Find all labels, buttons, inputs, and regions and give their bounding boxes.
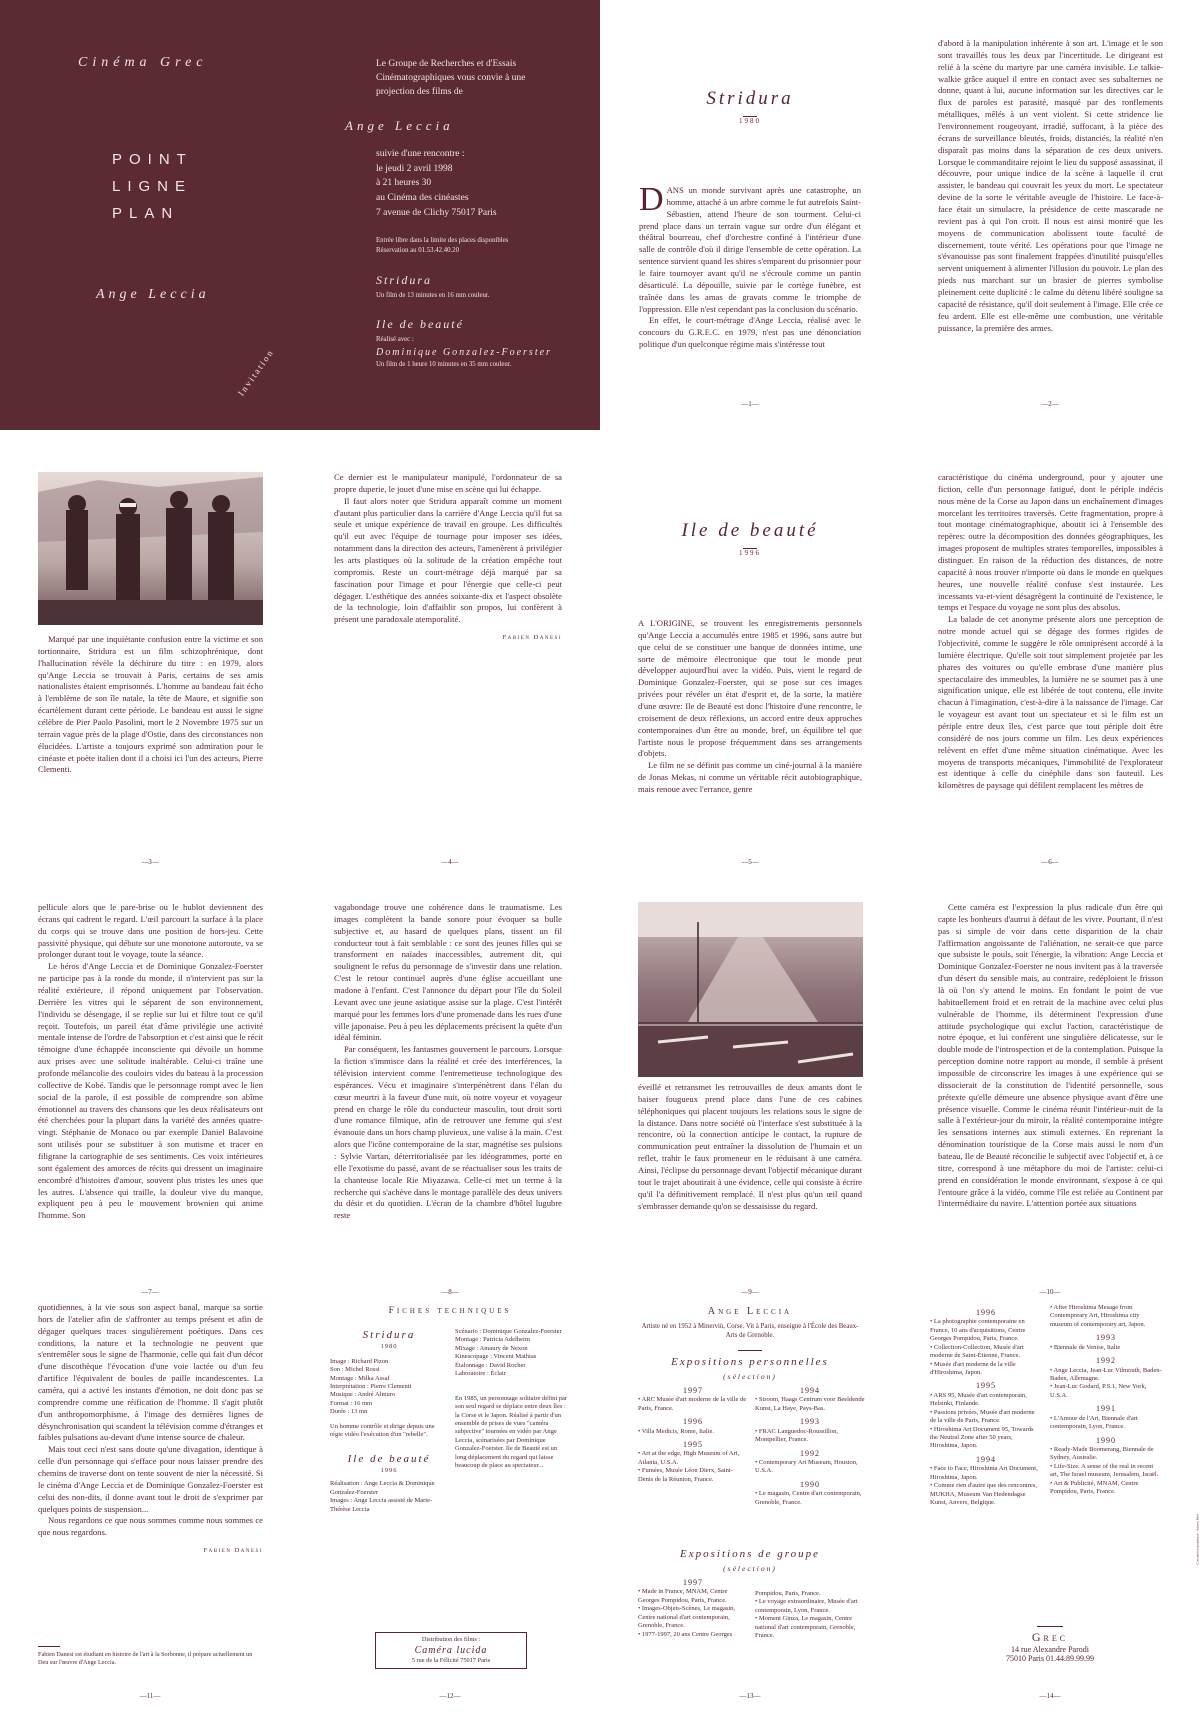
- bio2-right: [1050, 1304, 1162, 1497]
- year-heading: 1992: [800, 1448, 820, 1458]
- page-7: [0, 880, 300, 1308]
- grec-city: 75010 Paris 01.44.89.99.99: [1006, 1654, 1094, 1663]
- cover-artist-right: Ange Leccia: [345, 118, 454, 133]
- grec-block: [900, 1626, 1200, 1663]
- exhibition-item: • Art at the edge, High Museum of Art, Atlanta, U.S.A.: [638, 1450, 748, 1467]
- perso-title: Expositions personnelles: [671, 1356, 829, 1368]
- cover-artist: Ange Leccia: [96, 287, 210, 302]
- exhibition-item: • ARS 95, Musée d'art contemporain, Helsinki, Finlande.: [930, 1392, 1042, 1409]
- stridura-photo: [38, 472, 263, 625]
- page-number: —10—: [1039, 1288, 1061, 1296]
- exhibition-item: • Made in France, MNAM, Centre Georges Pompidou, Paris, France.: [638, 1588, 748, 1605]
- paragraph: En effet, le court-métrage d'Ange Leccia, réalisé avec le concours du G.R.E.C. en 1979, n'est pas une dénonciation politique d'un quelconque régime mais s'intéresse tout: [639, 315, 861, 350]
- cover-film2: Ile de beauté: [376, 317, 464, 331]
- exhibition-item: Pompidou, Paris, France.: [755, 1590, 821, 1597]
- page-number: —11—: [139, 1692, 161, 1700]
- page-14: [900, 1284, 1200, 1712]
- groupe-left: [638, 1574, 748, 1639]
- fiches-left-col: [330, 1328, 448, 1514]
- year-text: 1996: [739, 549, 761, 557]
- page-number: —3—: [141, 858, 159, 866]
- event-line: au Cinéma des cinéastes: [376, 193, 469, 204]
- exhibition-item: • 1977-1997, 20 ans Centre Georges: [638, 1631, 748, 1639]
- credit-line: Montage : Patricia Adelheim: [455, 1336, 530, 1344]
- page-3: [0, 450, 300, 878]
- credit-line: Scénario : Dominique Gonzalez-Foerster: [455, 1328, 562, 1335]
- cover-film2-with: Réalisé avec :: [376, 336, 414, 343]
- page-number: —14—: [1039, 1692, 1061, 1700]
- credit-line: Musique : André Almuro: [330, 1391, 396, 1399]
- event-line: suivie d'une rencontre :: [376, 149, 465, 159]
- exhibition-item: • Jean-Luc Godard, P.S.1, New York, U.S.A.: [1050, 1383, 1162, 1400]
- year-text: 1980: [739, 117, 761, 125]
- cover-right-panel: [300, 0, 600, 430]
- bio-heading: Ange Leccia: [707, 1306, 793, 1317]
- cover-film1-desc: Un film de 13 minutes en 16 mm couleur.: [376, 292, 490, 299]
- exhibition-item: • Moment Ginza, Le magasin, Centre national d'art contemporain, Grenoble, France.: [755, 1615, 865, 1640]
- cover-left-panel: [0, 0, 300, 430]
- year-heading: 1995: [683, 1440, 703, 1450]
- groupe-right: [755, 1590, 865, 1641]
- distribution-label: Distribution des films :: [421, 1636, 481, 1643]
- drop-cap: D: [639, 181, 664, 218]
- page-8: [300, 880, 600, 1308]
- page-number: —8—: [441, 1288, 459, 1296]
- paragraph: éveillé et retransmet les retrouvailles de deux amants dont le baiser fougueux prend place dans l'une de ces cabines téléphoniques qui placent toujours les relations sous le signe de la distance. Dans notre société où l'interface s'est substituée à la rencontre, où la connection anticipe le contact, la rupture de communication peut entraîner la dissolution de l'humain et un reflet, trahir le faux promeneur en le réduisant à une caméra. Ainsi, l'éclipse du personnage devant l'objectif mécanique durant tout le trajet aboutirait à une évidence, celle qui consiste à écrire qu'il l'a définitivement remplacé. Il n'est plus qu'un œil quand s'embrasser demande qu'on se dessaisisse du regard.: [638, 1082, 862, 1211]
- paragraph: vagabondage trouve une cohérence dans le traumatisme. Les images complètent la bande sonore pour évoquer sa bulle subjective et, au hasard de quelques plans, tissent un fil conducteur tout à fait semblable : ce sont des jeunes filles qui se transforment en naïades inaccessibles, autrement dit, qui soulignent le refus du personnage de s'investir dans une relation. C'est le retour continuel auprès d'une église accueillant une madone à l'enfant. C'est l'annonce du départ pour l'île du Soleil Levant avec une jeune asiatique assise sur la plage. C'est l'intérêt marqué pour les femmes lors d'une promenade dans les rues d'une ville japonaise. Peu à peu les déplacements précisent la quête d'un idéal féminin.: [334, 902, 562, 1043]
- ile-year: 1996: [380, 1466, 398, 1474]
- credit-line: Laboratoire : Éclair: [455, 1370, 506, 1378]
- page-11-text: [38, 1302, 263, 1556]
- ship-wake-photo: [638, 902, 863, 1077]
- cover-film1: Stridura: [376, 273, 433, 287]
- credit-line: Image : Richard Pizon: [330, 1357, 389, 1365]
- cover-title-line: LIGNE: [112, 178, 193, 195]
- exhibition-item: • Biennale de Venise, Italie: [1050, 1344, 1162, 1352]
- year-heading: 1996: [976, 1308, 996, 1317]
- fiches-right-col: [455, 1328, 570, 1471]
- year-heading: 1991: [1096, 1404, 1116, 1414]
- exhibition-item: • ARC Musée d'art moderne de la ville de Paris, France.: [638, 1396, 748, 1413]
- exhibition-item: • Hiroshima Art Document 95, Towards the Neutral Zone after 50 years, Hiroshima, Japon.: [930, 1426, 1042, 1451]
- perso-right: [755, 1382, 865, 1507]
- year-heading: 1995: [976, 1381, 996, 1391]
- ile-note: En 1985, un personnage solitaire défini par son seul regard se déplace entre deux îles : la Corse et le Japon. Réalisé à partir d'un ensemble de prises de vues "caméra subjective" tournées en vidéo par Ange Leccia, scénarisées par Dominique Gonzalez-Foerster. Ile de Beauté est un long déplacement du regard qui laisse beaucoup de place au spectateur...: [455, 1394, 568, 1470]
- exhibition-item: • Musée d'art moderne de la ville d'Hiroshima, Japon.: [930, 1361, 1042, 1378]
- cover-title: [112, 146, 193, 227]
- cover-film2-coauthor: Dominique Gonzalez-Foerster: [376, 347, 552, 358]
- paragraph: La balade de cet anonyme présente alors une perception de notre monde actuel qui se dégage des formes rigides de l'objectivité, comme le suggère le rôle omniprésent accordé à la lumière électrique. Qu'elle soit tout simplement projetée par les phares des voitures ou qu'elle embrase d'une manière plus spectaculaire des immeubles, la lumière ne se soumet pas à une signification unique, elle est libérée de tout contenu, elle invite chacun à l'imagination, c'est-à-dire à la naissance de l'image. Car le voyageur est avant tout un spectateur et si le film est un périple entre deux îles, c'est parce que tout périple doit être considéré de nos jours comme un film. Les deux expériences relèvent en effet d'une même situation cinématique. Avec les moyens de transports mécaniques, l'immobilité de l'explorateur est identique à celle du cinéphile dans son fauteuil. Les kilomètres de paysage qui défilent remplacent les mètres de: [938, 614, 1163, 791]
- credit-line: Interprétation : Pierre Clementi: [330, 1383, 412, 1391]
- credit-line: Kinescopage : Vincent Mathias: [455, 1353, 537, 1361]
- paragraph: A L'ORIGINE, se trouvent les enregistrements personnels qu'Ange Leccia a accumulés entre 1985 et 1996, sans autre but que celui de se constituer une banque de données intime, une sorte de mémoire électronique que tout le monde peut développer aujourd'hui avec la vidéo. Puis, vient le regard de Dominique Gonzalez-Foerster, qui se pose sur ces images privées pour révéler un état d'esprit et, de la sorte, la matière d'une œuvre: Ile de Beauté est donc l'histoire d'une rencontre, le croisement de deux réflexions, un accord entre deux approches contemporaines d'un être au monde, bref, un équilibre tel que l'artiste nous le propose fréquemment dans ses arrangements d'objets.: [638, 618, 862, 759]
- page-2: [900, 0, 1200, 428]
- year-heading: 1997: [683, 1578, 703, 1587]
- distribution-box: [375, 1632, 527, 1669]
- paragraph: pellicule alors que le pare-brise ou le hublot deviennent des écrans qui cadrent le regard. L'œil parcourt la surface à la place du corps qui se trouve dans une position de hors-jeu. Cette passivité physique, qui débute sur une monotone autoroute, va se prolonger durant tout le voyage, toute la séance.: [38, 902, 263, 960]
- stridura-title: Stridura: [706, 88, 794, 109]
- perso-left: [638, 1382, 748, 1484]
- exhibition-item: • Collection-Collection, Musée d'art moderne de Saint-Étienne, France.: [930, 1344, 1042, 1361]
- page-11: [0, 1284, 300, 1712]
- page-1: [600, 0, 900, 428]
- grec-address: 14 rue Alexandre Parodi: [1011, 1645, 1089, 1654]
- distribution-name: Caméra lucida: [414, 1645, 488, 1657]
- credit-line: Étalonnage : David Rocher: [455, 1361, 526, 1369]
- page-7-text: [38, 902, 263, 1222]
- stridura-text: [639, 181, 861, 351]
- exhibition-item: • Passions privées, Musée d'art moderne de la ville de Paris, France.: [930, 1409, 1042, 1426]
- credit-line: Son : Michel Rossi: [330, 1366, 380, 1374]
- year-heading: 1994: [976, 1454, 996, 1464]
- exhibition-item: • Villa Medicis, Rome, Italie.: [638, 1428, 748, 1436]
- page-8-text: [334, 902, 562, 1222]
- page-number: —4—: [441, 858, 459, 866]
- exhibition-item: • Le magasin, Centre d'art contemporain, Grenoble, France.: [755, 1490, 865, 1507]
- year-heading: 1993: [1096, 1333, 1116, 1343]
- cover-event: [376, 147, 497, 221]
- exhibition-item: • Life-Size. A sense of the real in recent art, The Israel museum, Jerusalem, Israël.: [1050, 1463, 1162, 1480]
- groupe-sub: (sélection): [723, 1564, 777, 1573]
- page-9: [600, 880, 900, 1308]
- exhibition-item: • Comme rien d'autre que des rencontres, MUKHA, Museum Van Hedendagse Kunst, Anvers, Belgique.: [930, 1482, 1042, 1507]
- page-6-text: [938, 472, 1163, 792]
- grec-name: Grec: [1031, 1630, 1069, 1644]
- exhibition-item: • Art & Publicité, MNAM, Centre Pompidou, Paris, France.: [1050, 1480, 1162, 1497]
- credit-line: Durée : 13 mn: [330, 1408, 368, 1416]
- stridura-year: 1980: [380, 1343, 398, 1351]
- exhibition-item: • Face to Face, Hiroshima Art Document, Hiroshima, Japon.: [930, 1465, 1042, 1482]
- exhibition-item: • Fumées, Musée Léon Dierx, Saint-Denis de la Réunion, France.: [638, 1467, 748, 1484]
- page-5: [600, 450, 900, 878]
- cover-film2-desc: Un film de 1 heure 10 minutes en 35 mm couleur.: [376, 361, 512, 368]
- paragraph: Ce dernier est le manipulateur manipulé, l'ordonnateur de sa propre duperie, le jouet d'une mise en scène qui lui échappe.: [334, 472, 562, 494]
- page-number: —9—: [741, 1288, 759, 1296]
- event-line: le jeudi 2 avril 1998: [376, 163, 453, 174]
- men-walking-photo: [38, 472, 263, 625]
- year-heading: 1996: [683, 1417, 703, 1427]
- page-number: —13—: [739, 1692, 761, 1700]
- exhibition-item: • Stroom, Haags Centrum voor Beeldende Kunst, La Haye, Pays-Bas.: [755, 1396, 865, 1413]
- exhibition-item: • L'Amour de l'Art, Biennale d'art contemporain, Lyon, France.: [1050, 1415, 1162, 1432]
- page-13: [600, 1284, 900, 1712]
- paragraph: [639, 181, 861, 315]
- page-number: —2—: [1041, 400, 1059, 408]
- page-4-text: [334, 472, 562, 643]
- exhibition-item: • FRAC Languedoc-Roussillon, Montpellier, France.: [755, 1428, 865, 1445]
- credit-line: Mixage : Amaury de Nexon: [455, 1344, 528, 1352]
- paragraph: Il faut alors noter que Stridura apparaît comme un moment d'autant plus particulier dans la carrière d'Ange Leccia qu'il fut sa seule et unique expérience de travail en groupe. Les difficultés qu'il eut avec l'équipe de tournage pour imposer ses idées, notamment dans la direction des acteurs, l'amenèrent à privilégier les arts plastiques où la solitude de la création empêche tout compromis. Reste un court-métrage déjà marqué par sa fascination pour l'image et pour l'énergie que celle-ci peut dégager. L'esthétique des années soixante-dix et l'aspect obsolète de la technologie, loin d'affaiblir son propos, lui confèrent à présent une paradoxale atemporalité.: [334, 495, 562, 625]
- paragraph: caractéristique du cinéma underground, pour y ajouter une fiction, celle d'un personnage fatigué, dont le périple indécis nous mène de la Corse au Japon dans un enchaînement d'images morcelant les territoires traversés. Cette fragmentation, propre à tout montage cinématographique, aboutit ici à l'ensemble des repères: outre la décomposition des données géographiques, les images proposent de multiples strates temporelles, impossibles à distinguer. En raison de la réduction des distances, de notre capacité à nous trouver n'importe où dans le monde en quelques heures, une nouvelle réalité confuse s'est instaurée. Les incessants va-et-vient désagrègent la continuité de l'existence, le temps et l'espace du voyage ne sont plus des absolus.: [938, 472, 1163, 613]
- credit-line: Montage : Milka Assaf: [330, 1374, 390, 1382]
- paragraph: d'abord à la manipulation inhérente à son art. L'image et le son sont travaillés tous les deux par l'incertitude. Le dirigeant est relié à la scène du martyre par une caméra invisible. Le talkie-walkie grâce auquel il entre en contact avec ses subalternes ne donne, quant à lui, aucune information sur les directives car le flux de paroles est parasité, masqué par des ronflements métalliques, mêlés à un vent violent. Si cette stridence lie l'environnement rougeoyant, irradié, suffocant, à la pièce des écrans de surveillance bleutés, froids, distanciés, la réalité n'en disparaît pas moins dans la séparation de ces deux univers. Lorsque le commanditaire rejoint le lieu du supposé assassinat, il découvre, pour unique indice de la scène à laquelle il crut assister, le bandeau qui couvrait les yeux du mort. Le spectateur devine de la sorte le véritable aveugle de l'histoire. Le face-à-face était un simulacre, la présidence de cette mascarade ne revient pas à qui l'on croit. Il nous est ainsi montré que les moyens de communication abolissent toute faculté de discernement, toute vérité. Les opérations pour que l'image ne s'évanouisse pas sont finalement frappées d'inutilité puisqu'elles servent uniquement à alimenter l'illusion du pouvoir. Le plan des pieds nus marchant sur un brasier de pierres symbolise pleinement cette duplicité : le calme du détenu libéré souligne sa capacité de résistance, qu'il doit seulement à l'image. Elle crée ce feu ardent. Elle est elle-même une combustion, une véritable puissance, la première des armes.: [938, 38, 1163, 333]
- ile-title: Ile de beauté: [347, 1452, 431, 1465]
- page-number: —5—: [741, 858, 759, 866]
- year-heading: 1992: [1096, 1356, 1116, 1366]
- author-signature: Fabien Danesi: [203, 1547, 263, 1555]
- credits-left: [330, 1358, 448, 1417]
- page-9-text: [638, 1082, 862, 1212]
- footnote: Fabien Danesi est étudiant en histoire de l'art à la Sorbonne, il prépare actuellement un Deu sur l'œuvre d'Ange Leccia.: [38, 1651, 253, 1667]
- year-heading: 1993: [800, 1417, 820, 1427]
- stridura-note: Un homme contrôle et dirige depuis une régie vidéo l'exécution d'un "rebelle".: [330, 1422, 435, 1439]
- paragraph: Par conséquent, les fantasmes gouvernent le parcours. Lorsque la fiction s'immisce dans la réalité et crée des interférences, la télévision intervient comme l'entremetteuse technologique des espérances. Vécu et imaginaire s'interpénètrent dans l'élan du cœur meurtri à la faveur d'une nuit, où notre voyeur et voyageur prend en charge le rôle du conducteur masculin, tout droit sorti d'une romance filmique, afin de retrouver une femme qui s'est évanouie dans un hors champ pluvieux, une valise à la main. C'est alors que l'icône contemporaine de la star, magnétise ses pulsions : Sylvie Vartan, déterritorialisée par les idéogrammes, porte en elle l'exotisme du passé, avant de se réactualiser sous les traits de la chanteuse locale Rie Miyazawa. Celle-ci met un terme à la recherche qui s'achève dans le montage parallèle des deux univers du désir et du quotidien. L'écran de la chambre d'hôtel lugubre reste: [334, 1044, 562, 1221]
- page-2-text: [938, 38, 1163, 334]
- paragraph: Nous regardons ce que nous sommes comme nous sommes ce que nous regardons.: [38, 1515, 263, 1538]
- paragraph: Mais tout ceci n'est sans doute qu'une divagation, identique à celle d'un personnage qui s'efface pour nous laisser prendre des chemins de traverse dont on tente souvent de nier la nécessité. Si le cinéma d'Ange Leccia et de Dominique Gonzalez-Foerster est celui des non-dits, il donne avant tout le droit de s'exprimer par quelques points de suspension...: [38, 1444, 263, 1514]
- bio2-left: [930, 1304, 1042, 1507]
- page-6: [900, 450, 1200, 878]
- credit-line: Images : Ange Leccia assisté de Marie-Thérèse Leccia: [330, 1497, 433, 1513]
- ship-deck-photo: [638, 902, 863, 1077]
- page-3-text: [38, 634, 263, 776]
- perso-sub: (sélection): [723, 1372, 777, 1381]
- exhibition-item: • Images-Objets-Scènes, Le magasin, Centre national d'art contemporain, Grenoble, France.: [638, 1605, 748, 1630]
- author-signature: Fabien Danesi: [502, 634, 562, 642]
- grec-rule: [1037, 1626, 1063, 1627]
- exhibition-item: • Le voyage extraordinaire, Musée d'art contemporain, Lyon, France.: [755, 1598, 865, 1615]
- cover-title-line: PLAN: [112, 205, 180, 222]
- credit-line: Réalisation : Ange Leccia & Dominique Gonzalez-Foerster: [330, 1480, 435, 1496]
- paragraph-text: ANS un monde survivant après une catastrophe, un homme, attaché à un arbre comme le fut autrefois Saint-Sébastien, attend l'heure de son tourment. Celui-ci prend place dans un terrain vague sur ordre d'un élégant et théâtral bourreau, chef d'orchestre confiné à l'intérieur d'une salle de contrôle d'où il dirige l'ensemble de cette opération. La sentence survient quand les sbires s'emparent du prisonnier pour le faire tournoyer avant qu'il ne s'écroule comme un pantin désarticulé. La dépouille, suivie par le cortège funèbre, est traînée dans les amas de gravats comme le triomphe de l'oppression. Elle n'est cependant pas la conclusion du scénario.: [639, 185, 861, 314]
- bio-intro: Artiste né en 1952 à Minerviù, Corse. Vit à Paris, enseigne à l'École des Beaux-Arts de Grenoble.: [641, 1323, 859, 1340]
- page-4: [300, 450, 600, 878]
- cover-invitation: Invitation: [236, 346, 276, 398]
- stridura-title: Stridura: [362, 1329, 416, 1341]
- ile-title: Ile de beauté: [681, 520, 819, 541]
- credit-line: Format : 16 mm: [330, 1399, 373, 1407]
- footnote-rule: [38, 1646, 60, 1647]
- page-10-text: [938, 902, 1163, 1210]
- distribution-address: 5 rue de la Félicité 75017 Paris: [411, 1657, 491, 1665]
- cover-cinema: Cinéma Grec: [78, 55, 208, 70]
- page-number: —7—: [141, 1288, 159, 1296]
- stridura-year: [600, 113, 900, 125]
- cover-intro: Le Groupe de Recherches et d'Essais Cinématographiques vous convie à une projection des films de: [376, 59, 526, 97]
- page-10: [900, 880, 1200, 1308]
- groupe-title: Expositions de groupe: [680, 1548, 820, 1560]
- year-heading: 1997: [683, 1386, 703, 1395]
- exhibition-item: • Contemporary Art Museum, Houston, U.S.A.: [755, 1459, 865, 1476]
- event-line: 7 avenue de Clichy 75017 Paris: [376, 207, 497, 218]
- paragraph: Cette caméra est l'expression la plus radicale d'un être qui capte les bonheurs d'autrui à défaut de les vivre. Pourtant, il n'est pas si simple de voir dans cette disparition de la chair l'affirmation angoissante de l'aliénation, ne serait-ce que parce que subsiste le pouls, soit l'énergie, la vibration: Ange Leccia et Dominique Gonzalez-Foerster ne nous invitent pas à la traversée d'un désert du sensible mais, au contraire, redéploient le frisson là où l'on s'y attend le moins. En fondant le point de vue habituellement froid et en retrait de la machine avec celui plus vulnérable de l'homme, ils déterminent l'expression d'une attitude psychologique qui exclut l'action, caractéristique de notre époque, et lui confèrent une singulière délicatesse, sur le double mode de l'introspection et de la contemplation. Puisque la perception domine notre rapport au monde, il semble à présent impossible de circonscrire les images à une expérience qui se dissocierait de la constitution de l'identité personnelle, sous prétexte qu'elle démeure une absence physique avant d'être une présence visuelle. Comme le cinéma réunit l'intérieur-nuit de la salle à l'extérieur-jour du miroir, la réalité contemporaine intègre les sensations internes aux stimuli externes. En reprenant la dénomination touristique de la Corse mais aussi le nom d'un bateau, Ile de Beauté réconcilie le subjectif avec l'objectif et, à ce titre, correspond à une métaphore du moi de l'artiste: celui-ci prend en considération le monde environnant, s'expose à ce qui l'entoure grâce à la vidéo, comme l'île est reliée au Continent par l'intermédiaire du navire. L'attention portée aux situations: [938, 902, 1163, 1209]
- ile-year: [600, 545, 900, 557]
- exhibition-item: • Ready-Made Boomerang, Biennale de Sydney, Australie.: [1050, 1446, 1162, 1463]
- exhibition-item: • After Hiroshima Mesage from Contemporary Art, Hiroshima city museum of contemporary art, Japon.: [1050, 1304, 1162, 1329]
- ile-credits: [330, 1480, 448, 1514]
- exhibition-item: • La photographie contemporaine en France, 10 ans d'acquisitions, Centre Georges Pompidou, Paris, France.: [930, 1318, 1042, 1343]
- bio-rule: [738, 1350, 762, 1351]
- page-number: —12—: [439, 1692, 461, 1700]
- paragraph: Marqué par une inquiétante confusion entre la victime et son tortionnaire, Stridura est un film schizophrénique, dont l'hallucination révèle la déchirure du titre : en 1979, alors qu'Ange Leccia se trouvait à Paris, certains de ses amis nationalistes étaient emprisonnés. L'homme au bandeau fait écho à l'emblème de son île natale, la tête de Maure, et signifie son écartèlement durant cette période. Le bandeau est aussi le signe célèbre de Pier Paolo Pasolini, mort le 2 Novembre 1975 sur un terrain vague près de la plage d'Ostie, dans des circonstances non élucidées. L'artiste a toujours exprimé son admiration pour le cinéaste et poète italien dont il a choisi ici l'un des acteurs, Pierre Clementi.: [38, 634, 263, 775]
- paragraph: Le héros d'Ange Leccia et de Dominique Gonzalez-Foerster ne participe pas à la ronde du monde, il n'intervient pas sur la réalité extérieure, il répond uniquement par l'observation. Derrière les vitres qui le séparent de son environnement, l'individu se désengage, il se replie sur lui et filtre tout ce qu'il reçoit. Toutefois, un pareil état d'âme privilégie une activité mentale intense de l'ordre de l'absorption et c'est ainsi que le récit témoigne d'une échappée inconsciente qui dévoile un homme aux prises avec une solitude inaltérable. Celui-ci traîne une profonde mélancolie des couloirs vides du bateau à la procession collective de Kobé. Tandis que le personnage rompt avec le lien social de la parole, il est possible de comprendre son abîme émotionnel au travers des chansons que les deux réalisateurs ont été cherchées pour la plupart dans la variété des années quatre-vingt. Stéphanie de Monaco ou par exemple Daniel Balavoine sont utilisés pour se substituer à son mutisme et tracer en filigrane la cartographie de ses sentiments. Ces voix intérieures sont également des amorces de récits qui dressent un imaginaire encombré d'histoires d'amour, souvent plus tristes les unes que les autres. L'absence qui traille, la douleur vive du manque, expliquent peu à peu le mouvement brownien qui anime l'homme. Son: [38, 961, 263, 1221]
- page-12: [300, 1284, 600, 1712]
- page-5-text: [638, 618, 862, 796]
- cover-reservation: Réservation au 01.53.42.40.20: [376, 247, 460, 254]
- paragraph: quotidiennes, à la vie sous son aspect banal, marque sa sortie hors de l'atelier afin de s'affronter au temps présent et afin de dégager quelques traces singulièrement poétiques. Dans ces conditions, la nature et la technologie ne peuvent que s'entremêler sous le signe de l'harmonie, celle qui fait d'un décor d'une discothèque l'évocation d'une voie lactée ou d'un feu d'artifice l'équivalent de boules de paille incandescentes. La caméra, qui a activé les instants d'émotion, ne doit donc pas se comprendre comme une réification de l'homme. Il s'agit plutôt d'un anthropomorphisme, à l'image des dernières lignes de désynchronisation qui scandent la télévision comme d'étranges et faibles pulsations au-devant d'une intense source de chaleur.: [38, 1302, 263, 1443]
- paragraph: Le film ne se définit pas comme un ciné-journal à la manière de Jonas Mekas, ni comme un véritable récit autobiographique, mais renoue avec l'errance, genre: [638, 760, 862, 795]
- fiches-heading: Fiches techniques: [388, 1306, 512, 1316]
- page-number: —1—: [741, 400, 759, 408]
- year-heading: 1990: [800, 1479, 820, 1489]
- exhibition-item: • Ange Leccia, Jean-Luc Vilmouth, Baden-Baden, Allemagne.: [1050, 1367, 1162, 1384]
- design-credit: Conception graphique : Adrien Pitel: [1196, 1514, 1200, 1565]
- cover-entry: Entrée libre dans la limite des places disponibles: [376, 237, 509, 244]
- year-heading: 1994: [800, 1386, 820, 1395]
- event-line: à 21 heures 30: [376, 178, 432, 189]
- year-heading: 1990: [1096, 1435, 1116, 1445]
- cover-title-line: POINT: [112, 151, 193, 168]
- page-number: —6—: [1041, 858, 1059, 866]
